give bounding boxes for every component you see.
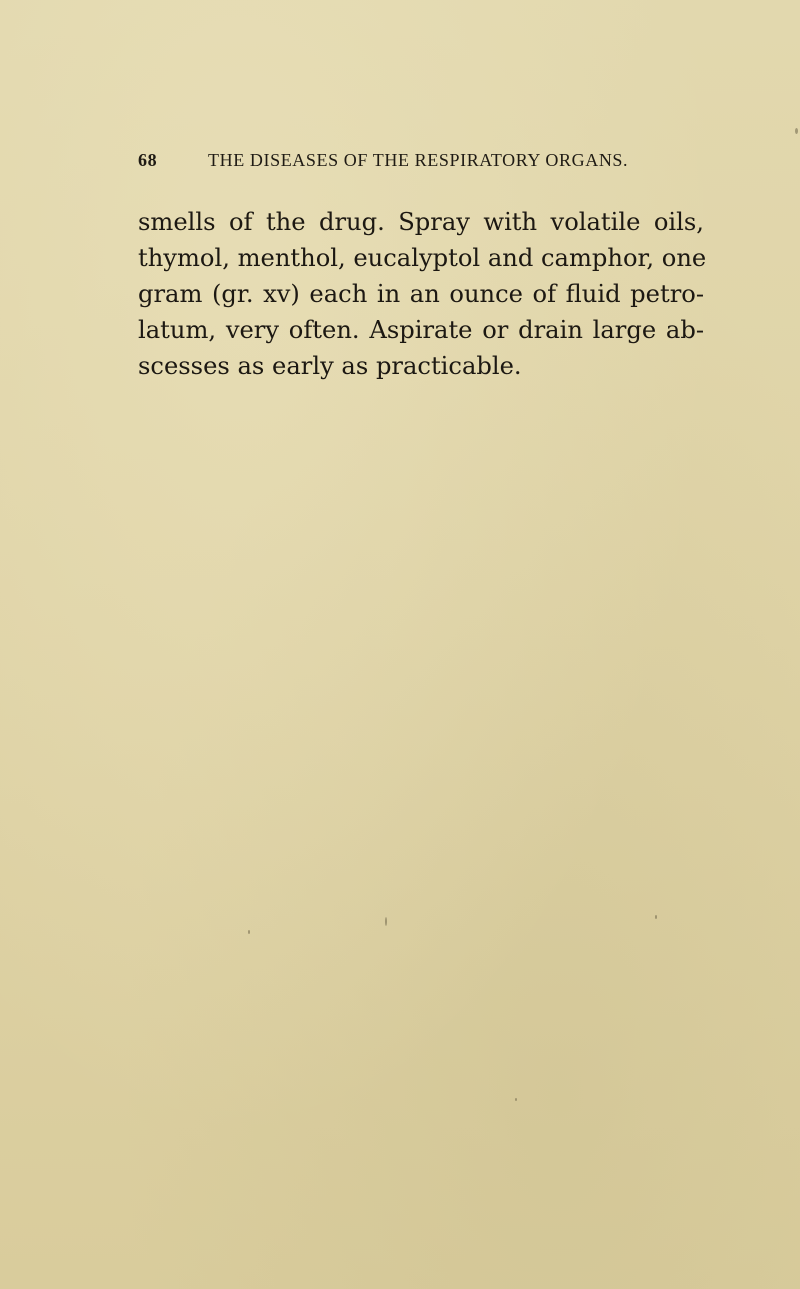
text-line: scesses as early as practicable. — [138, 352, 522, 380]
body-paragraph — [138, 204, 707, 384]
running-head — [138, 150, 658, 174]
text-line: gram (gr. xv) each in an ounce of fluid petro- — [138, 280, 704, 308]
running-head-title: THE DISEASES OF THE RESPIRATORY ORGANS. — [208, 150, 629, 170]
paper-speck — [515, 1098, 517, 1101]
text-line: smells of the drug. Spray with volatile oils, — [138, 208, 704, 236]
paper-speck — [655, 915, 657, 919]
paper-speck — [385, 917, 387, 926]
paper-speck — [795, 128, 798, 134]
text-line: latum, very often. Aspirate or drain large ab- — [138, 316, 704, 344]
text-line: thymol, menthol, eucalyptol and camphor, one — [138, 244, 707, 272]
paper-speck — [248, 930, 250, 934]
page-number: 68 — [138, 150, 158, 170]
